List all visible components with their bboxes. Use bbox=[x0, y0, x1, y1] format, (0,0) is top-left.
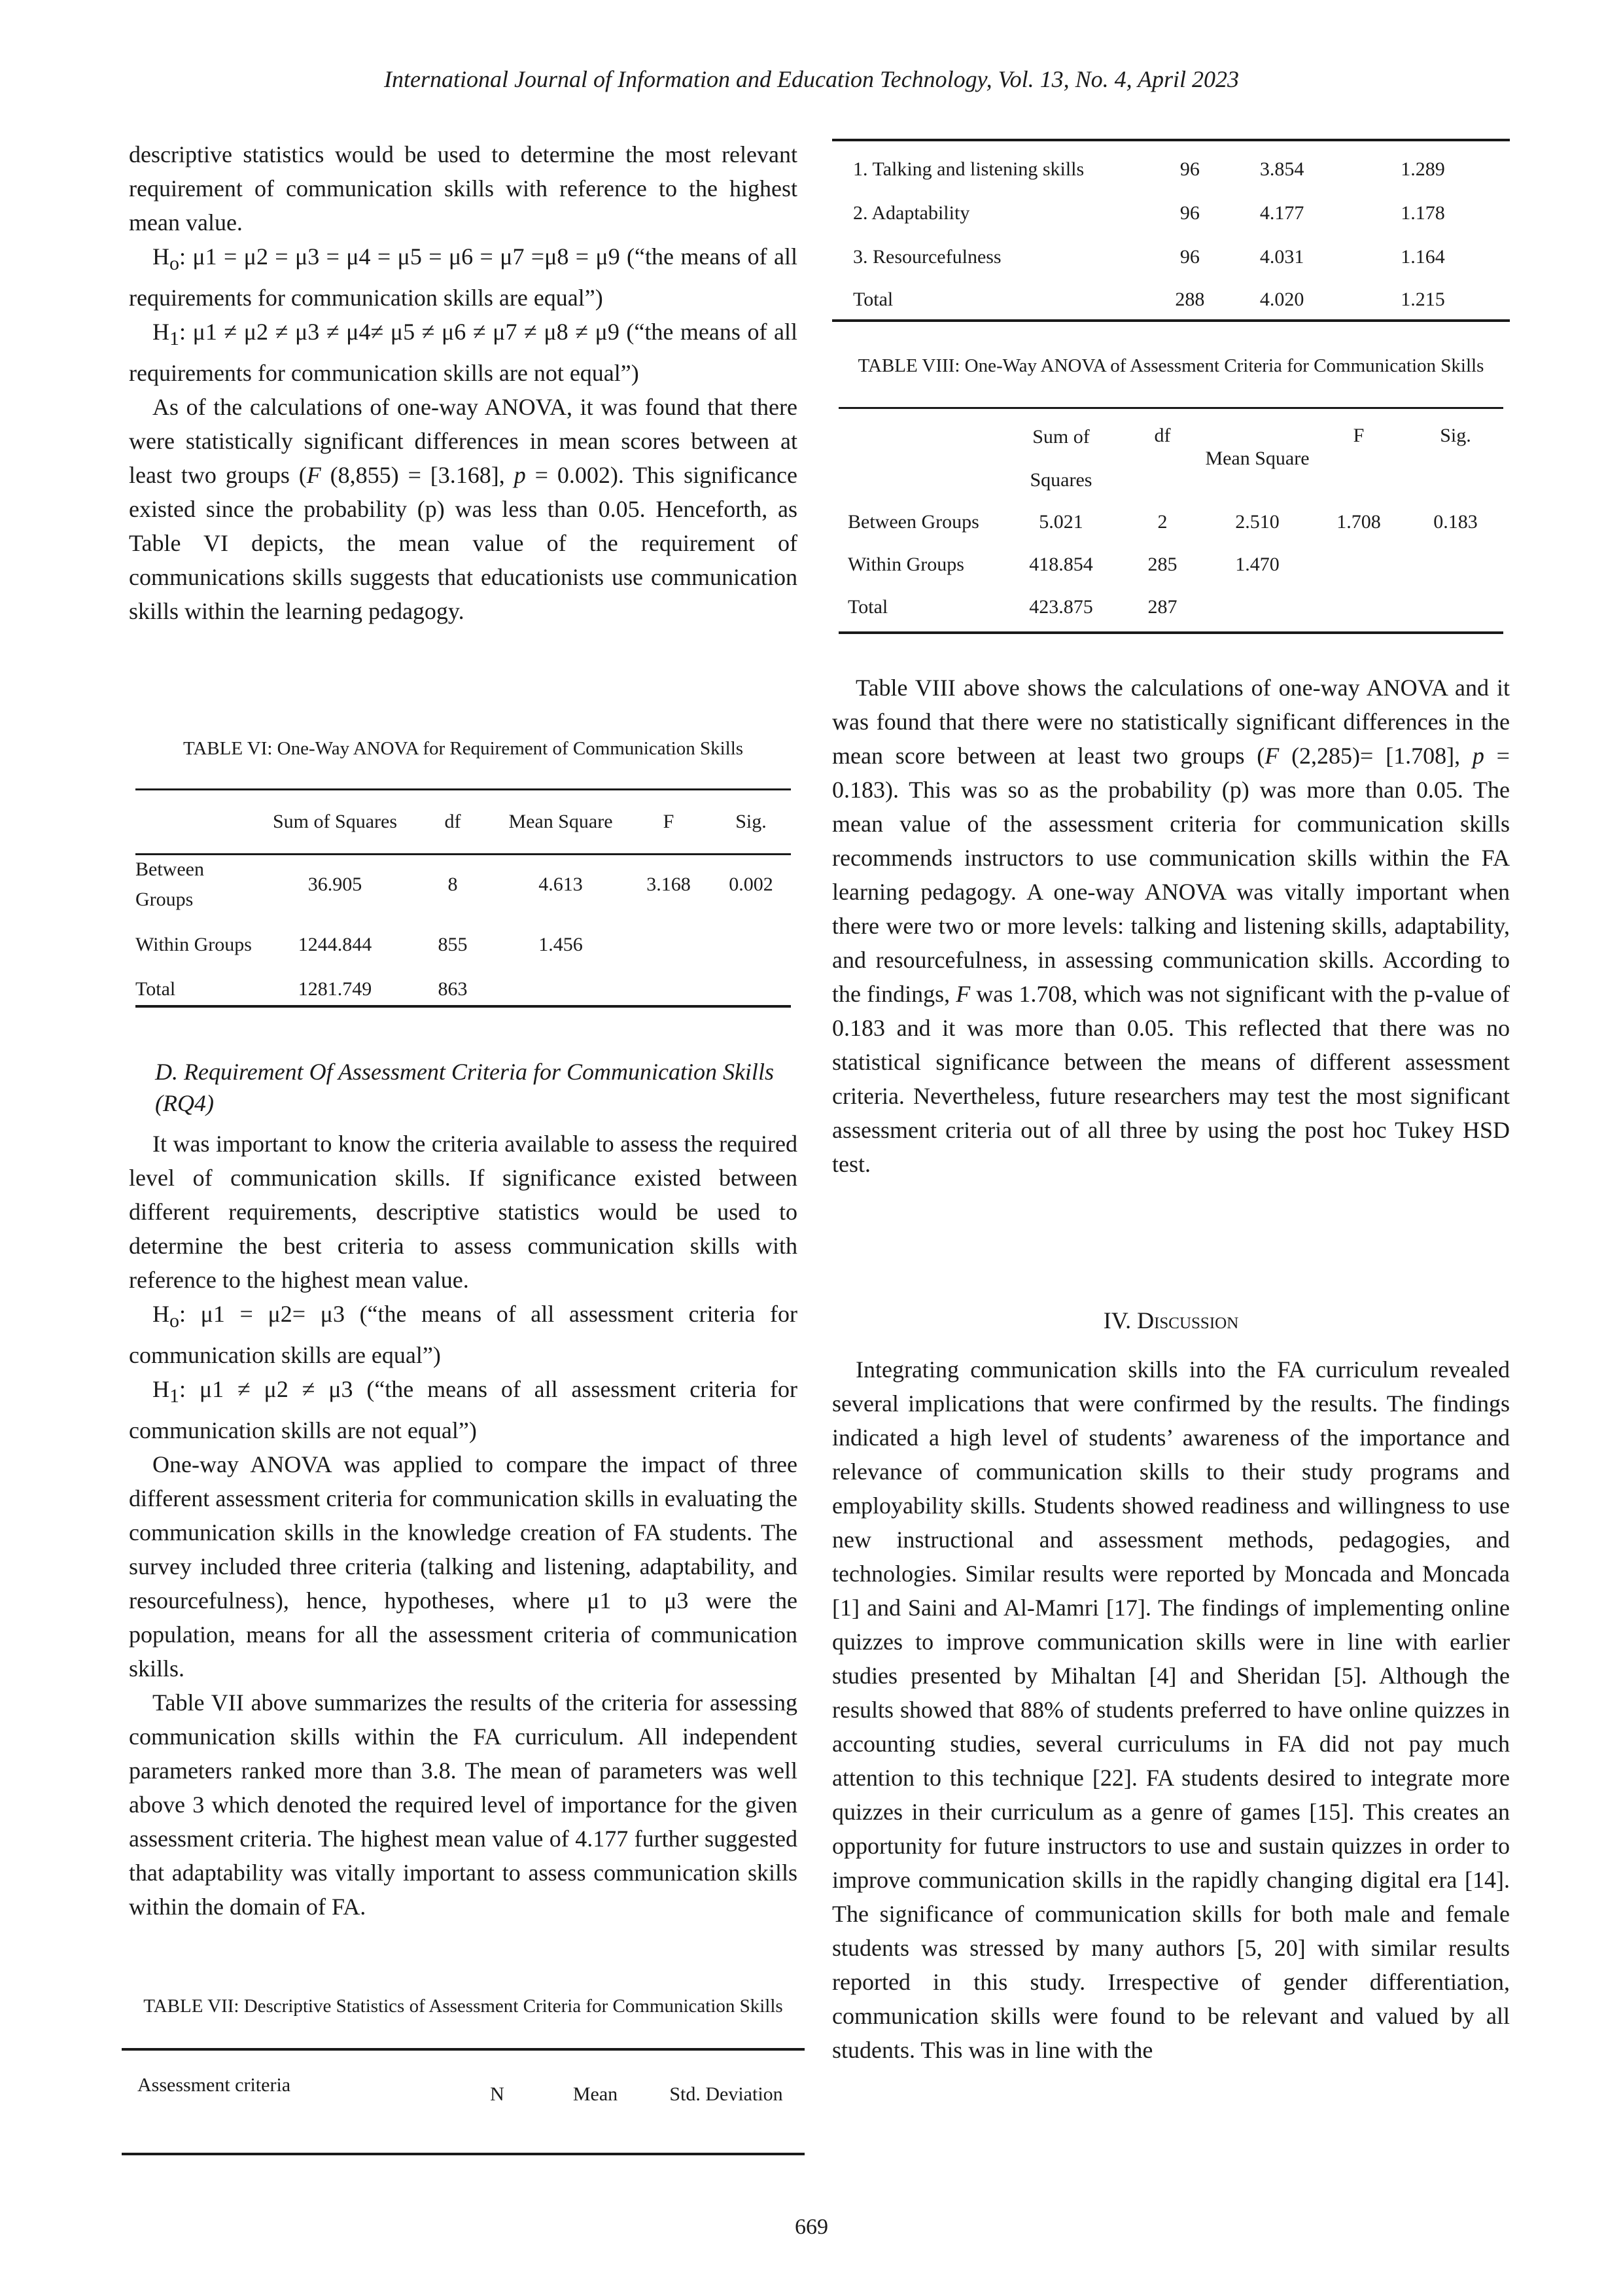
table-row: Sum of Squares df Mean Square F Sig. bbox=[1030, 425, 1471, 491]
hypothesis-null-2: $H_o$: μ1 = μ2= μ3 (“the means of all assessment criteria for communication skills are equal”) bbox=[129, 1301, 797, 1369]
left-column bbox=[129, 137, 797, 628]
table-vi-caption: TABLE VI: One-Way ANOVA for Requirement of Communication Skills bbox=[183, 738, 744, 759]
table-vii-header bbox=[122, 2055, 805, 2140]
right-column-lower bbox=[832, 1352, 1510, 2067]
paragraph-intro: descriptive statistics would be used to determine the most relevant requirement of communication skills with reference to the highest mean value. bbox=[129, 141, 797, 236]
table-row: Between Groups 36.905 8 4.613 3.168 0.002 bbox=[135, 858, 773, 910]
table-row: 2. Adaptability 96 4.177 1.178 bbox=[853, 202, 1445, 224]
table-vi bbox=[135, 792, 791, 852]
table-vii-body bbox=[832, 147, 1510, 321]
hypothesis-alt-2: $H_1$: μ1 ≠ μ2 ≠ μ3 (“the means of all assessment criteria for communication skills are not equal”) bbox=[129, 1376, 797, 1444]
table-row: Total 423.875 287 bbox=[848, 596, 1178, 618]
table-row: Assessment criteria N Mean Std. Deviation bbox=[137, 2074, 783, 2105]
left-column-lower bbox=[129, 1127, 797, 1924]
page-number: 669 bbox=[795, 2215, 828, 2239]
paragraph-anova-applied: One-way ANOVA was applied to compare the impact of three different assessment criteria for communication skills in evaluating the communication skills in the knowledge creation of FA students. The survey included three criteria (talking and listening, adaptability, and resourcefulness), hence, hypotheses, where μ1 to μ3 were the population, means for all the assessment criteria of communication skills. bbox=[129, 1451, 797, 1682]
right-column bbox=[832, 671, 1510, 1181]
paragraph-discussion: Integrating communication skills into the FA curriculum revealed several implications that were confirmed by the results. The findings indicated a high level of students’ awareness of the importance and relevance of communication skills to their study programs and employability skills. Students showed readiness and willingness to use new instructional and assessment methods, pedagogies, and technologies. Similar results were reported by Moncada and Moncada [1] and Saini and Al-Mamri [17]. The findings of implementing online quizzes to improve communication skills were in line with earlier studies presented by Mihaltan [4] and Sheridan [5]. Although the results showed that 88% of students preferred to have online quizzes in accounting studies, several curriculums in FA did not pay much attention to this technique [22]. FA students desired to integrate more quizzes in their curriculum as a genre of games [15]. This creates an opportunity for future instructors to use and sustain quizzes in order to improve communication skills in the rapidly changing digital era [14]. The significance of communication skills for both male and female students was stressed by many authors [5, 20] with similar results reported in this study. Irrespective of gender differentiation, communication skills were found to be relevant and valued by all students. This was in line with the bbox=[832, 1356, 1510, 2063]
table-row: Within Groups 418.854 285 1.470 bbox=[848, 554, 1280, 575]
hypothesis-null-1: $H_o$: μ1 = μ2 = μ3 = μ4 = μ5 = μ6 = μ7 =μ8 = μ9 (“the means of all requirements for communication skills are equal”) bbox=[129, 243, 797, 311]
table-viii bbox=[839, 415, 1503, 627]
table-row: Between Groups 5.021 2 2.510 1.708 0.183 bbox=[848, 511, 1478, 533]
table-row: Within Groups 1244.844 855 1.456 bbox=[135, 934, 583, 955]
table-row: 3. Resourcefulness 96 4.031 1.164 bbox=[853, 245, 1445, 268]
hypothesis-alt-1: $H_1$: μ1 ≠ μ2 ≠ μ3 ≠ μ4≠ μ5 ≠ μ6 ≠ μ7 ≠ μ8 ≠ μ9 (“the means of all requirements for communication skills are not equal”) bbox=[129, 319, 797, 387]
subsection-heading: D. Requirement Of Assessment Criteria for Communication Skills (RQ4) bbox=[155, 1059, 774, 1116]
table-row: 1. Talking and listening skills 96 3.854 1.289 bbox=[853, 158, 1445, 180]
table-vi-body bbox=[135, 855, 791, 1004]
table-row: Sum of Squares df Mean Square F Sig. bbox=[273, 811, 767, 832]
paragraph-criteria: It was important to know the criteria available to assess the required level of communication skills. If significance existed between different requirements, descriptive statistics would be used to determine the best criteria to assess communication skills with reference to the highest mean value. bbox=[129, 1131, 797, 1293]
table-row: Total 1281.749 863 bbox=[135, 978, 468, 1000]
paragraph-anova-results: As of the calculations of one-way ANOVA, it was found that there were statistically significant differences in mean scores between at least two groups (F (8,855) = [3.168], p = 0.002). This significance existed since the probability (p) was less than 0.05. Henceforth, as Table VI depicts, the mean value of the requirement of communications skills suggests that educationists use communication skills within the learning pedagogy. bbox=[129, 394, 797, 625]
paragraph-table-viii: Table VIII above shows the calculations of one-way ANOVA and it was found that there were no statistically significant differences in the mean score between at least two groups (F (2,285)= [1.708], p = 0.183). This was so as the probability (p) was more than 0.05. The mean value of the assessment criteria for communication skills recommends instructors to use communication skills within the FA learning pedagogy. A one-way ANOVA was vitally important when there were two or more levels: talking and listening skills, adaptability, and resourcefulness, in assessing communication skills. According to the findings, F was 1.708, which was not significant with the p-value of 0.183 and it was more than 0.05. This reflected that there was no statistical significance between the means of different assessment criteria. Nevertheless, future researchers may test the most significant assessment criteria out of all three by using the post hoc Tukey HSD test. bbox=[832, 675, 1510, 1177]
table-vii-caption: TABLE VII: Descriptive Statistics of Assessment Criteria for Communication Skills bbox=[143, 1996, 783, 2017]
table-row: Total 288 4.020 1.215 bbox=[853, 289, 1445, 310]
paragraph-table-vii: Table VII above summarizes the results of the criteria for assessing communication skills within the FA curriculum. All independent parameters ranked more than 3.8. The mean of parameters was well above 3 which denoted the required level of importance for the given assessment criteria. The highest mean value of 4.177 further suggested that adaptability was vitally important to assess communication skills within the domain of FA. bbox=[129, 1689, 797, 1920]
table-viii-caption: TABLE VIII: One-Way ANOVA of Assessment Criteria for Communication Skills bbox=[858, 355, 1484, 376]
section-heading: IV. Discussion bbox=[1103, 1307, 1239, 1333]
running-header: International Journal of Information and Education Technology, Vol. 13, No. 4, April 2023 bbox=[384, 66, 1239, 92]
